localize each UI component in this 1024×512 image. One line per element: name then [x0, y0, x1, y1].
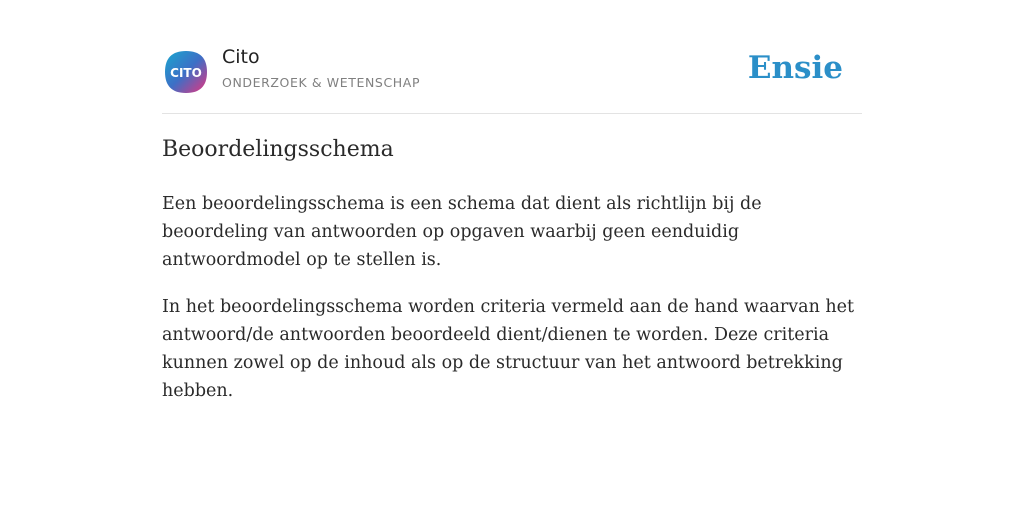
definition-paragraph: In het beoordelingsschema worden criteria vermeld aan de hand waarvan het antwoord/de antwoorden beoordeeld dient/dienen te worden. Deze criteria kunnen zowel op de inhoud als op de structuur van het antwoord betrekking hebben. [162, 297, 855, 401]
cito-logo[interactable] [164, 50, 208, 94]
org-name[interactable]: Cito [222, 46, 260, 68]
term-title: Beoordelingsschema [162, 137, 394, 162]
svg-text:CITO: CITO [170, 66, 202, 80]
header-divider [162, 113, 862, 114]
ensie-brand-logo[interactable]: Ensie [747, 50, 843, 86]
org-subtitle: ONDERZOEK & WETENSCHAP [222, 75, 421, 90]
definition-body [162, 190, 862, 424]
definition-paragraph: Een beoordelingsschema is een schema dat dient als richtlijn bij de beoordeling van antwoorden op opgaven waarbij geen eenduidig antwoordmodel op te stellen is. [162, 194, 762, 270]
entry-header [162, 44, 862, 100]
entry-card [162, 0, 862, 512]
